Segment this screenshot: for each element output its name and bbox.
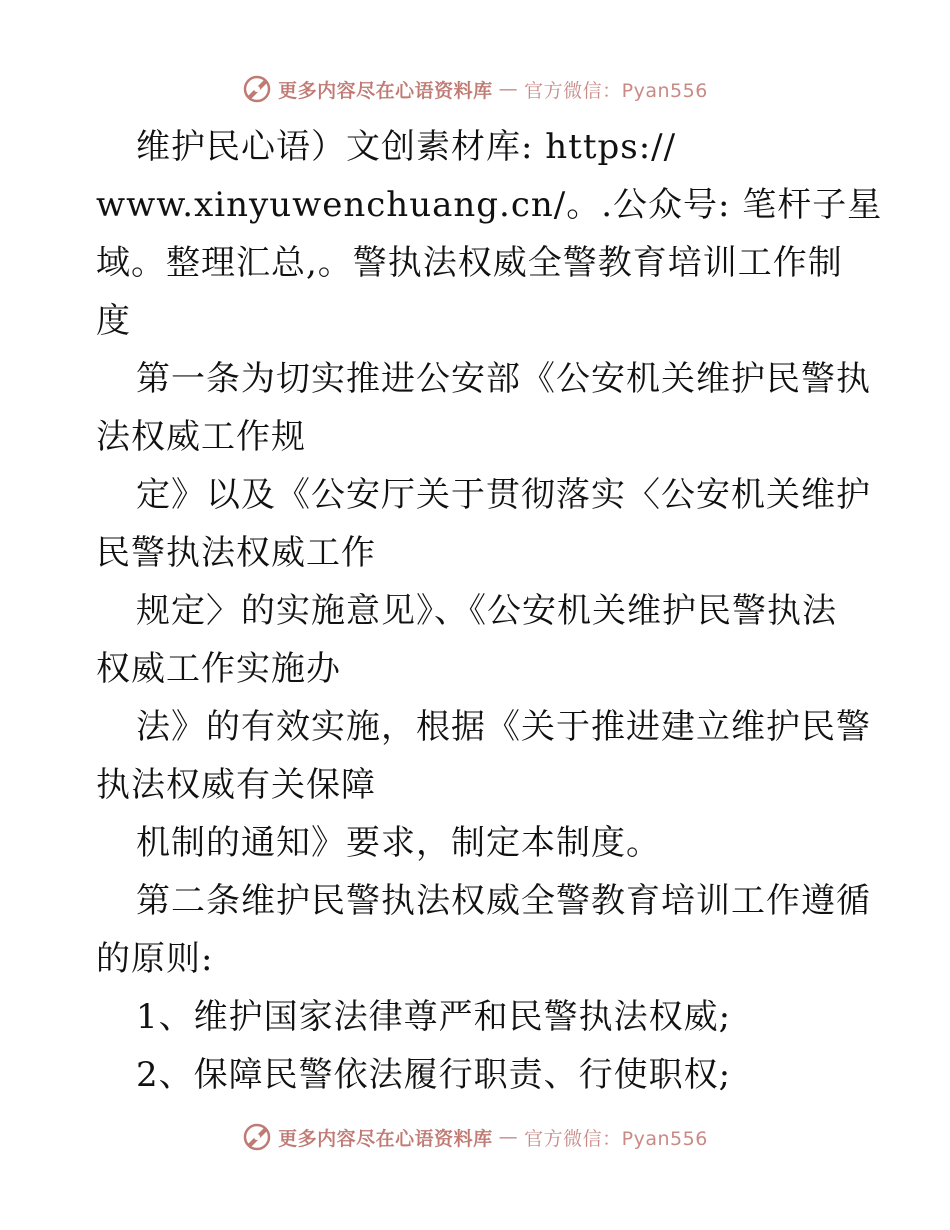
pen-logo-icon: [242, 74, 272, 104]
text-line: 规定〉的实施意见》、《公安机关维护民警执法: [136, 591, 837, 631]
footer-watermark-banner: [0, 1122, 950, 1152]
banner-wechat-text: 官方微信：Pyan556: [524, 1127, 708, 1150]
text-line: 机制的通知》要求，制定本制度。: [136, 823, 661, 863]
text-line: 度: [96, 301, 131, 341]
text-line: 的原则:: [96, 939, 214, 979]
banner-main-text: 更多内容尽在心语资料库: [278, 79, 493, 102]
text-line: 定》以及《公安厅关于贯彻落实〈公安机关维护: [136, 475, 871, 515]
header-watermark-banner: [0, 74, 950, 104]
text-line: 域。整理汇总,。警执法权威全警教育培训工作制: [96, 243, 843, 283]
banner-main-text: 更多内容尽在心语资料库: [278, 1127, 493, 1150]
text-line: 执法权威有关保障: [96, 765, 376, 805]
banner-separator: —: [498, 78, 519, 100]
text-line: 第一条为切实推进公安部《公安机关维护民警执: [136, 359, 871, 399]
text-line: 法》的有效实施，根据《关于推进建立维护民警: [136, 707, 871, 747]
text-line: 法权威工作规: [96, 417, 306, 457]
document-body: [96, 118, 883, 1104]
text-line: www.xinyuwenchuang.cn/。.公众号: 笔杆子星: [96, 185, 883, 225]
text-line: 维护民心语）文创素材库: https://: [136, 127, 677, 167]
text-line: 权威工作实施办: [96, 649, 341, 689]
text-line: 2、保障民警依法履行职责、行使职权;: [136, 1055, 732, 1095]
text-line: 第二条维护民警执法权威全警教育培训工作遵循: [136, 881, 871, 921]
text-line: 1、维护国家法律尊严和民警执法权威;: [136, 997, 732, 1037]
banner-separator: —: [498, 1126, 519, 1148]
pen-logo-icon: [242, 1122, 272, 1152]
banner-wechat-text: 官方微信：Pyan556: [524, 79, 708, 102]
text-line: 民警执法权威工作: [96, 533, 376, 573]
